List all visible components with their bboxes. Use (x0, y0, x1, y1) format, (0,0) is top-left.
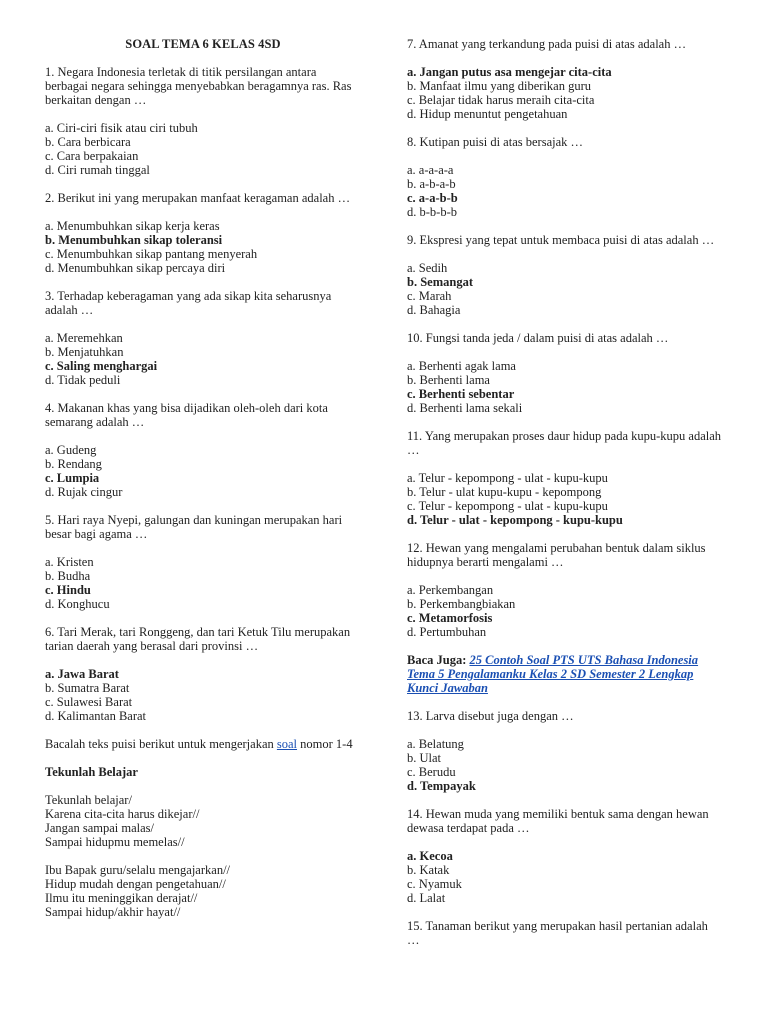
answer-option-correct: a. Jangan putus asa mengejar cita-cita (407, 65, 612, 79)
left-column (45, 37, 361, 933)
answer-option: c. Menumbuhkan sikap pantang menyerah (45, 247, 258, 261)
poem-line: Hidup mudah dengan pengetahuan// (45, 877, 226, 891)
answer-option: b. Budha (45, 569, 91, 583)
read-also-label: Baca Juga: (407, 653, 470, 667)
answer-option: a. Telur - kepompong - ulat - kupu-kupu (407, 471, 608, 485)
answer-options (407, 65, 723, 121)
reading-instruction (45, 737, 361, 751)
reading-instruction-tail: nomor 1-4 (297, 737, 353, 751)
answer-option: c. Belajar tidak harus meraih cita-cita (407, 93, 595, 107)
answer-option-correct: d. Tempayak (407, 779, 476, 793)
answer-options (407, 261, 723, 317)
answer-option: b. Manfaat ilmu yang diberikan guru (407, 79, 591, 93)
answer-option: d. Berhenti lama sekali (407, 401, 523, 415)
poem-line: Sampai hidupmu memelas// (45, 835, 185, 849)
answer-option: a. Berhenti agak lama (407, 359, 516, 373)
answer-option: c. Telur - kepompong - ulat - kupu-kupu (407, 499, 608, 513)
left-question-list (45, 65, 361, 723)
answer-option: d. Pertumbuhan (407, 625, 487, 639)
answer-options (407, 359, 723, 415)
answer-option: a. Kristen (45, 555, 94, 569)
poem-stanza (45, 793, 361, 849)
answer-option-correct: c. Hindu (45, 583, 91, 597)
answer-option: d. Konghucu (45, 597, 110, 611)
right-column (407, 37, 723, 961)
answer-option: a. Sedih (407, 261, 448, 275)
poem-body (45, 793, 361, 919)
answer-options (45, 555, 361, 611)
answer-option-correct: a. Jawa Barat (45, 667, 119, 681)
question-text: 1. Negara Indonesia terletak di titik persilangan antara berbagai negara sehingga menyebabkan beragamnya ras. Ras berkaitan dengan … (45, 65, 352, 107)
answer-option: a. Ciri-ciri fisik atau ciri tubuh (45, 121, 198, 135)
right-question-list-b (407, 709, 723, 947)
answer-option: b. Sumatra Barat (45, 681, 130, 695)
answer-option-correct: c. Lumpia (45, 471, 100, 485)
answer-option-correct: d. Telur - ulat - kepompong - kupu-kupu (407, 513, 623, 527)
answer-option: c. Marah (407, 289, 452, 303)
answer-option: d. Kalimantan Barat (45, 709, 147, 723)
answer-option-correct: c. Berhenti sebentar (407, 387, 515, 401)
poem-line: Karena cita-cita harus dikejar// (45, 807, 200, 821)
answer-option: b. Telur - ulat kupu-kupu - kepompong (407, 485, 602, 499)
answer-option: d. Rujak cingur (45, 485, 123, 499)
question-text: 4. Makanan khas yang bisa dijadikan oleh-oleh dari kota semarang adalah … (45, 401, 328, 429)
answer-options (407, 163, 723, 219)
question-text: 15. Tanaman berikut yang merupakan hasil pertanian adalah … (407, 919, 708, 947)
answer-options (407, 737, 723, 793)
poem-line: Tekunlah belajar/ (45, 793, 132, 807)
answer-options (407, 583, 723, 639)
answer-option: c. Cara berpakaian (45, 149, 139, 163)
answer-option-correct: b. Menumbuhkan sikap toleransi (45, 233, 223, 247)
answer-option: b. Katak (407, 863, 450, 877)
answer-option: d. Ciri rumah tinggal (45, 163, 150, 177)
poem-stanza (45, 863, 361, 919)
answer-option: d. b-b-b-b (407, 205, 457, 219)
answer-option: a. Menumbuhkan sikap kerja keras (45, 219, 220, 233)
question-text: 7. Amanat yang terkandung pada puisi di atas adalah … (407, 37, 687, 51)
answer-options (45, 219, 361, 275)
right-question-list-a (407, 37, 723, 639)
answer-option: b. Cara berbicara (45, 135, 131, 149)
question-text: 10. Fungsi tanda jeda / dalam puisi di atas adalah … (407, 331, 669, 345)
answer-options (407, 849, 723, 905)
answer-option: a. Meremehkan (45, 331, 123, 345)
read-also-link[interactable]: 25 Contoh Soal PTS UTS Bahasa Indonesia Tema 5 Pengalamanku Kelas 2 SD Semester 2 Lengkap Kunci Jawaban (407, 653, 699, 695)
answer-option: b. a-b-a-b (407, 177, 456, 191)
reading-instruction-text: Bacalah teks puisi berikut untuk mengerjakan (45, 737, 277, 751)
answer-option-correct: c. a-a-b-b (407, 191, 458, 205)
answer-option: a. Gudeng (45, 443, 97, 457)
answer-option: d. Hidup menuntut pengetahuan (407, 107, 568, 121)
question-text: 13. Larva disebut juga dengan … (407, 709, 574, 723)
answer-option-correct: b. Semangat (407, 275, 473, 289)
answer-options (45, 443, 361, 499)
answer-option: b. Perkembangbiakan (407, 597, 516, 611)
poem-line: Jangan sampai malas/ (45, 821, 154, 835)
question-text: 14. Hewan muda yang memiliki bentuk sama dengan hewan dewasa terdapat pada … (407, 807, 709, 835)
answer-option: d. Tidak peduli (45, 373, 121, 387)
answer-options (45, 667, 361, 723)
read-also (407, 653, 723, 695)
question-text: 5. Hari raya Nyepi, galungan dan kuningan merupakan hari besar bagi agama … (45, 513, 343, 541)
answer-option: b. Rendang (45, 457, 102, 471)
answer-option: c. Nyamuk (407, 877, 462, 891)
answer-option-correct: a. Kecoa (407, 849, 453, 863)
document-title: SOAL TEMA 6 KELAS 4SD (125, 37, 281, 51)
question-text: 8. Kutipan puisi di atas bersajak … (407, 135, 584, 149)
answer-option: d. Menumbuhkan sikap percaya diri (45, 261, 226, 275)
question-text: 12. Hewan yang mengalami perubahan bentuk dalam siklus hidupnya berarti mengalami … (407, 541, 706, 569)
answer-options (45, 331, 361, 387)
question-text: 2. Berikut ini yang merupakan manfaat keragaman adalah … (45, 191, 351, 205)
poem-line: Ibu Bapak guru/selalu mengajarkan// (45, 863, 231, 877)
answer-option: a. Perkembangan (407, 583, 494, 597)
answer-option: a. Belatung (407, 737, 464, 751)
question-text: 6. Tari Merak, tari Ronggeng, dan tari Ketuk Tilu merupakan tarian daerah yang berasal dari provinsi … (45, 625, 351, 653)
question-text: 3. Terhadap keberagaman yang ada sikap kita seharusnya adalah … (45, 289, 332, 317)
question-text: 11. Yang merupakan proses daur hidup pada kupu-kupu adalah … (407, 429, 722, 457)
poem-line: Sampai hidup/akhir hayat// (45, 905, 181, 919)
answer-option: c. Berudu (407, 765, 456, 779)
answer-option: b. Berhenti lama (407, 373, 490, 387)
poem-title: Tekunlah Belajar (45, 765, 138, 779)
answer-option: b. Menjatuhkan (45, 345, 124, 359)
soal-link[interactable]: soal (276, 737, 298, 751)
answer-option: b. Ulat (407, 751, 442, 765)
question-text: 9. Ekspresi yang tepat untuk membaca puisi di atas adalah … (407, 233, 715, 247)
answer-options (45, 121, 361, 177)
poem-line: Ilmu itu meninggikan derajat// (45, 891, 198, 905)
answer-options (407, 471, 723, 527)
answer-option: d. Lalat (407, 891, 446, 905)
answer-option-correct: c. Saling menghargai (45, 359, 158, 373)
answer-option: c. Sulawesi Barat (45, 695, 133, 709)
answer-option-correct: c. Metamorfosis (407, 611, 493, 625)
answer-option: d. Bahagia (407, 303, 461, 317)
answer-option: a. a-a-a-a (407, 163, 454, 177)
